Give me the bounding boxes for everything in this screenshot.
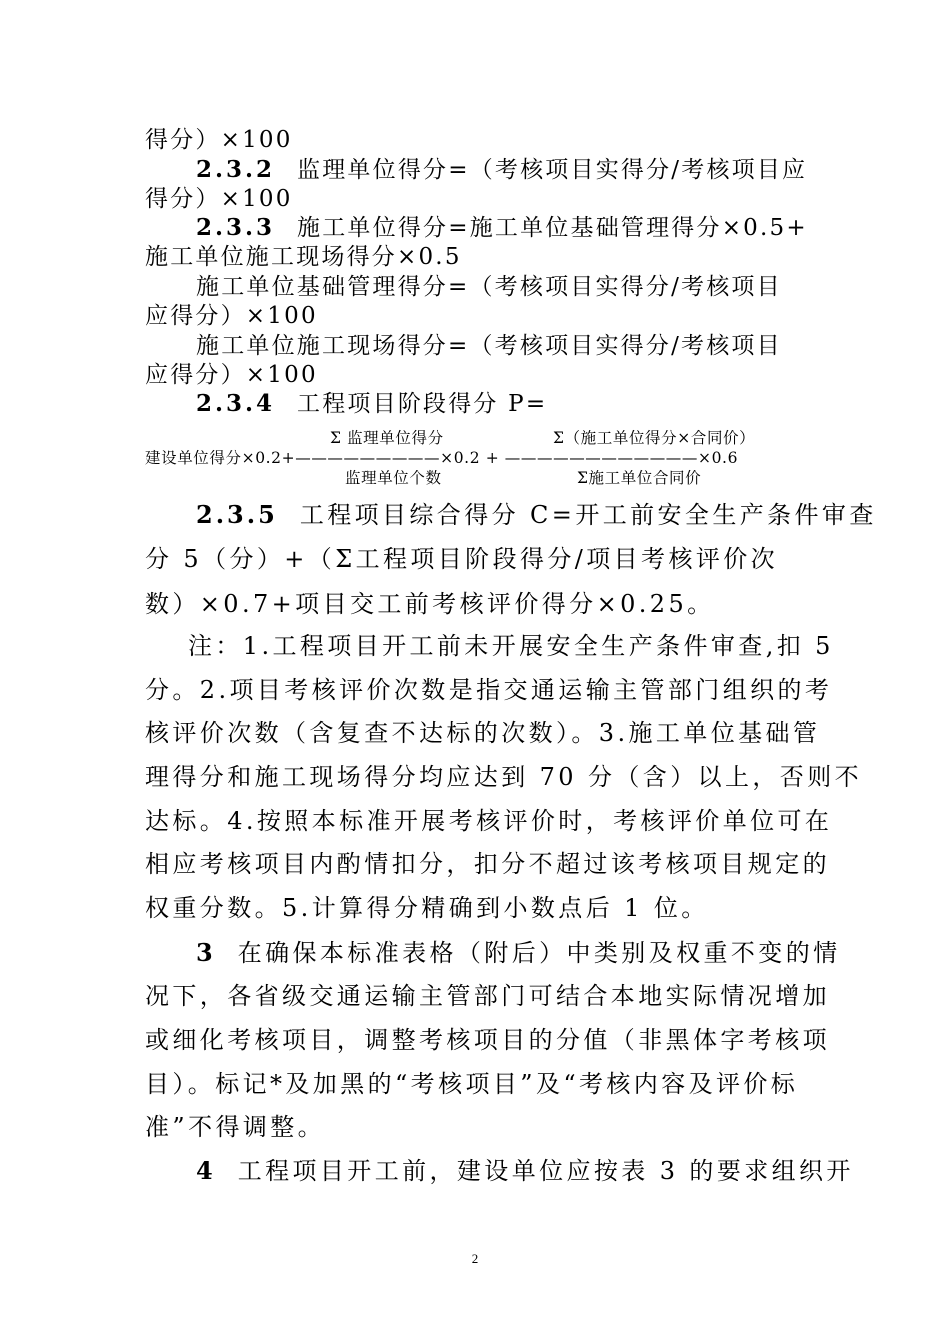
formula-numerator-construction: Σ（施工单位得分×合同价） [553, 429, 756, 447]
section-text: 监理单位得分=（考核项目实得分/考核项目应 [297, 157, 808, 183]
note-line: 注：1.工程项目开工前未开展安全生产条件审查,扣 5 [188, 632, 834, 660]
text-line: 准”不得调整。 [145, 1113, 326, 1141]
text-line: 得分）×100 [145, 127, 293, 153]
phase-score-formula [145, 424, 815, 488]
section-text: 在确保本标准表格（附后）中类别及权重不变的情 [237, 939, 841, 967]
text-line: 目）。标记*及加黑的“考核项目”及“考核内容及评价标 [145, 1070, 799, 1098]
text-line: 得分）×100 [145, 186, 293, 212]
section-text: 工程项目综合得分 C=开工前安全生产条件审查 [299, 501, 877, 529]
section-text: 工程项目阶段得分 P= [297, 391, 548, 417]
note-line: 理得分和施工现场得分均应达到 70 分（含）以上，否则不 [145, 763, 862, 791]
section-3 [196, 938, 841, 968]
note-line: 权重分数。5.计算得分精确到小数点后 1 位。 [145, 894, 709, 922]
section-2-3-3 [196, 213, 808, 243]
text-line: 分 5（分）+（Σ工程项目阶段得分/项目考核评价次 [145, 545, 779, 573]
section-number: 2.3.5 [196, 500, 278, 529]
formula-denominator-supervision: 监理单位个数 [345, 469, 442, 487]
text-line: 应得分）×100 [145, 303, 318, 329]
note-line: 分。2.项目考核评价次数是指交通运输主管部门组织的考 [145, 676, 833, 704]
text-line: 或细化考核项目，调整考核项目的分值（非黑体字考核项 [145, 1026, 830, 1054]
section-text: 工程项目开工前，建设单位应按表 3 的要求组织开 [237, 1157, 854, 1185]
note-line: 达标。4.按照本标准开展考核评价时，考核评价单位可在 [145, 807, 833, 835]
text-line: 施工单位基础管理得分=（考核项目实得分/考核项目 [196, 274, 782, 300]
section-2-3-4 [196, 389, 547, 419]
text-line: 数）×0.7+项目交工前考核评价得分×0.25。 [145, 590, 715, 618]
section-2-3-5 [196, 500, 877, 530]
formula-main-line: 建设单位得分×0.2+—————————×0.2 + ————————————×0.6 [145, 449, 739, 467]
text-line: 施工单位施工现场得分=（考核项目实得分/考核项目 [196, 333, 782, 359]
section-number: 4 [196, 1156, 216, 1185]
section-number: 3 [196, 938, 216, 967]
text-line: 应得分）×100 [145, 362, 318, 388]
section-text: 施工单位得分=施工单位基础管理得分×0.5+ [297, 215, 808, 241]
section-number: 2.3.2 [196, 156, 276, 183]
note-line: 核评价次数（含复查不达标的次数）。3.施工单位基础管 [145, 719, 821, 747]
formula-numerator-supervision: Σ 监理单位得分 [330, 429, 444, 447]
section-number: 2.3.3 [196, 214, 276, 241]
page-number: 2 [471, 1251, 479, 1266]
section-2-3-2 [196, 155, 807, 185]
text-line: 况下，各省级交通运输主管部门可结合本地实际情况增加 [145, 982, 830, 1010]
note-line: 相应考核项目内酌情扣分，扣分不超过该考核项目规定的 [145, 850, 830, 878]
section-4 [196, 1156, 854, 1186]
text-line: 施工单位施工现场得分×0.5 [145, 244, 462, 270]
section-number: 2.3.4 [196, 390, 276, 417]
formula-denominator-construction: Σ施工单位合同价 [577, 469, 702, 487]
